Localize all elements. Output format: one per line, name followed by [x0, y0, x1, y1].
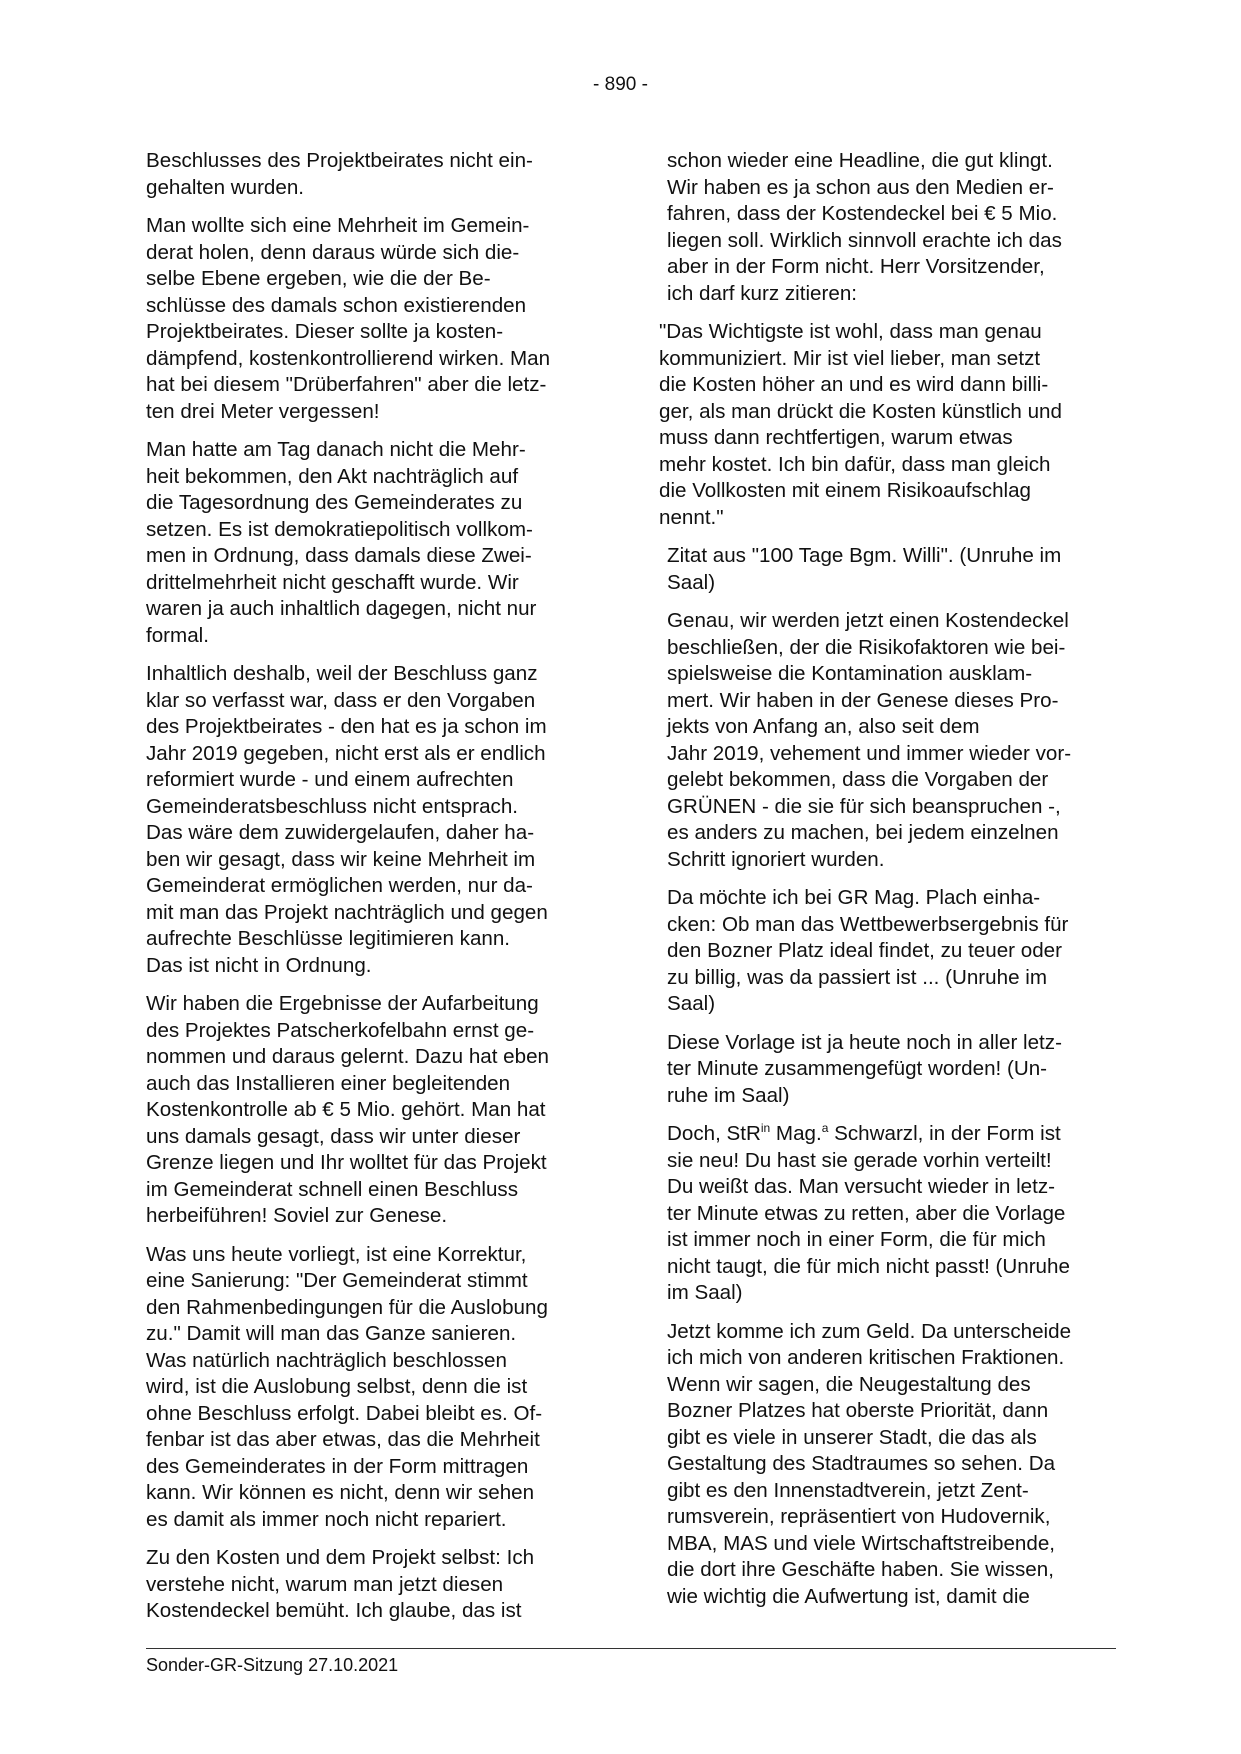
paragraph: Zu den Kosten und dem Projekt selbst: Ich verstehe nicht, warum man jetzt diesen Kostendeckel bemüht. Ich glaube, das ist — [146, 1546, 535, 1622]
paragraph: schon wieder eine Headline, die gut klingt. Wir haben es ja schon aus den Medien er- fahren, dass der Kostendeckel bei € 5 Mio. liegen soll. Wirklich sinnvoll erachte ich das aber in der Form nicht. Herr Vorsitzender, ich darf kurz zitieren: — [667, 149, 1062, 305]
paragraph: Zitat aus "100 Tage Bgm. Willi". (Unruhe im Saal) — [667, 544, 1062, 594]
paragraph: Jetzt komme ich zum Geld. Da unterscheide ich mich von anderen kritischen Fraktionen. Wenn wir sagen, die Neugestaltung des Bozner Platzes hat oberste Priorität, dann gibt es viele in unserer Stadt, die das als Gestaltung des Stadtraumes so sehen. Da gibt es den Innenstadtverein, jetzt Zent- rumsverein, repräsentiert von Hudovernik, MBA, MAS und viele Wirtschaftstreibende, die dort ihre Geschäfte haben. Sie wissen, wie wichtig die Aufwertung ist, damit die — [667, 1319, 1072, 1608]
paragraph: Da möchte ich bei GR Mag. Plach einha- cken: Ob man das Wettbewerbsergebnis für den Bozner Platz ideal findet, zu teuer oder zu billig, was da passiert ist ... (Unruhe im Saal) — [667, 886, 1069, 1015]
paragraph: Inhaltlich deshalb, weil der Beschluss ganz klar so verfasst war, dass er den Vorgaben des Projektbeirates - den hat es ja schon im Jahr 2019 gegeben, nicht erst als er endlich reformiert wurde - und einem aufrechten Gemeinderatsbeschluss nicht entsprach. Das wäre dem zuwidergelaufen, daher ha- ben wir gesagt, dass wir keine Mehrheit im Gemeinderat ermöglichen werden, nur da- mit man das Projekt nachträglich und gegen aufrechte Beschlüsse legitimieren kann. Das ist nicht in Ordnung. — [146, 662, 548, 977]
paragraph: Man hatte am Tag danach nicht die Mehr- heit bekommen, den Akt nachträglich auf die Tagesordnung des Gemeinderates zu setzen. Es ist demokratiepolitisch vollkom- men in Ordnung, dass damals diese Zwei- drittelmehrheit nicht geschafft wurde. Wir waren ja auch inhaltlich dagegen, nicht nur formal. — [146, 438, 537, 647]
paragraph: Diese Vorlage ist ja heute noch in aller letz- ter Minute zusammengefügt worden! (Un- ruhe im Saal) — [667, 1030, 1062, 1107]
right-column — [659, 148, 1127, 1622]
left-column — [146, 148, 606, 1637]
superscript: in — [760, 1121, 771, 1136]
paragraph: Beschlusses des Projektbeirates nicht ein- gehalten wurden. — [146, 149, 533, 199]
quote-paragraph: "Das Wichtigste ist wohl, dass man genau kommuniziert. Mir ist viel lieber, man setzt die Kosten höher an und es wird dann billi- ger, als man drückt die Kosten künstlich und muss dann rechtfertigen, warum etwas mehr kostet. Ich bin dafür, dass man gleich die Vollkosten mit einem Risikoaufschlag nennt." — [659, 320, 1062, 529]
text-run: Mag. — [770, 1122, 822, 1145]
footer-divider — [146, 1648, 1116, 1649]
paragraph: Genau, wir werden jetzt einen Kostendeckel beschließen, der die Risikofaktoren wie bei- spielsweise die Kontamination ausklam- mert. Wir haben in der Genese dieses Pro- jekts von Anfang an, also seit dem Jahr 2019, vehement und immer wieder vor- gelebt bekommen, dass die Vorgaben der GRÜNEN - die sie für sich beanspruchen -, es anders zu machen, bei jedem einzelnen Schritt ignoriert wurden. — [667, 609, 1072, 871]
text-run: Doch, StR — [667, 1122, 761, 1145]
text-run: Schwarzl, in der Form ist sie neu! Du hast sie gerade vorhin verteilt! Du weißt das. Man versucht wieder in letz- ter Minute etwas zu retten, aber die Vorlage ist immer noch in einer Form, die für mich nicht taugt, die für mich nicht passt! (Unruhe im Saal) — [667, 1122, 1070, 1304]
paragraph: Man wollte sich eine Mehrheit im Gemein- derat holen, denn daraus würde sich die- selbe Ebene ergeben, wie die der Be- schlüsse des damals schon existierenden Projektbeirates. Dieser sollte ja kosten- dämpfend, kostenkontrollierend wirken. Man hat bei diesem "Drüberfahren" aber die letz- ten drei Meter vergessen! — [146, 214, 551, 423]
footer-text: Sonder-GR-Sitzung 27.10.2021 — [146, 1655, 399, 1675]
superscript: a — [821, 1121, 829, 1136]
paragraph: Was uns heute vorliegt, ist eine Korrektur, eine Sanierung: "Der Gemeinderat stimmt den Rahmenbedingungen für die Auslobung zu." Damit will man das Ganze sanieren. Was natürlich nachträglich beschlossen wird, ist die Auslobung selbst, denn die ist ohne Beschluss erfolgt. Dabei bleibt es. Of- fenbar ist das aber etwas, das die Mehrheit des Gemeinderates in der Form mittragen kann. Wir können es nicht, denn wir sehen es damit als immer noch nicht repariert. — [146, 1242, 548, 1531]
paragraph — [667, 1121, 1127, 1307]
paragraph: Wir haben die Ergebnisse der Aufarbeitung des Projektes Patscherkofelbahn ernst ge- nommen und daraus gelernt. Dazu hat eben auch das Installieren einer begleitenden Kostenkontrolle ab € 5 Mio. gehört. Man hat uns damals gesagt, dass wir unter dieser Grenze liegen und Ihr wolltet für das Projekt im Gemeinderat schnell einen Beschluss herbeiführen! Soviel zur Genese. — [146, 992, 549, 1227]
page-number: - 890 - — [593, 74, 648, 95]
